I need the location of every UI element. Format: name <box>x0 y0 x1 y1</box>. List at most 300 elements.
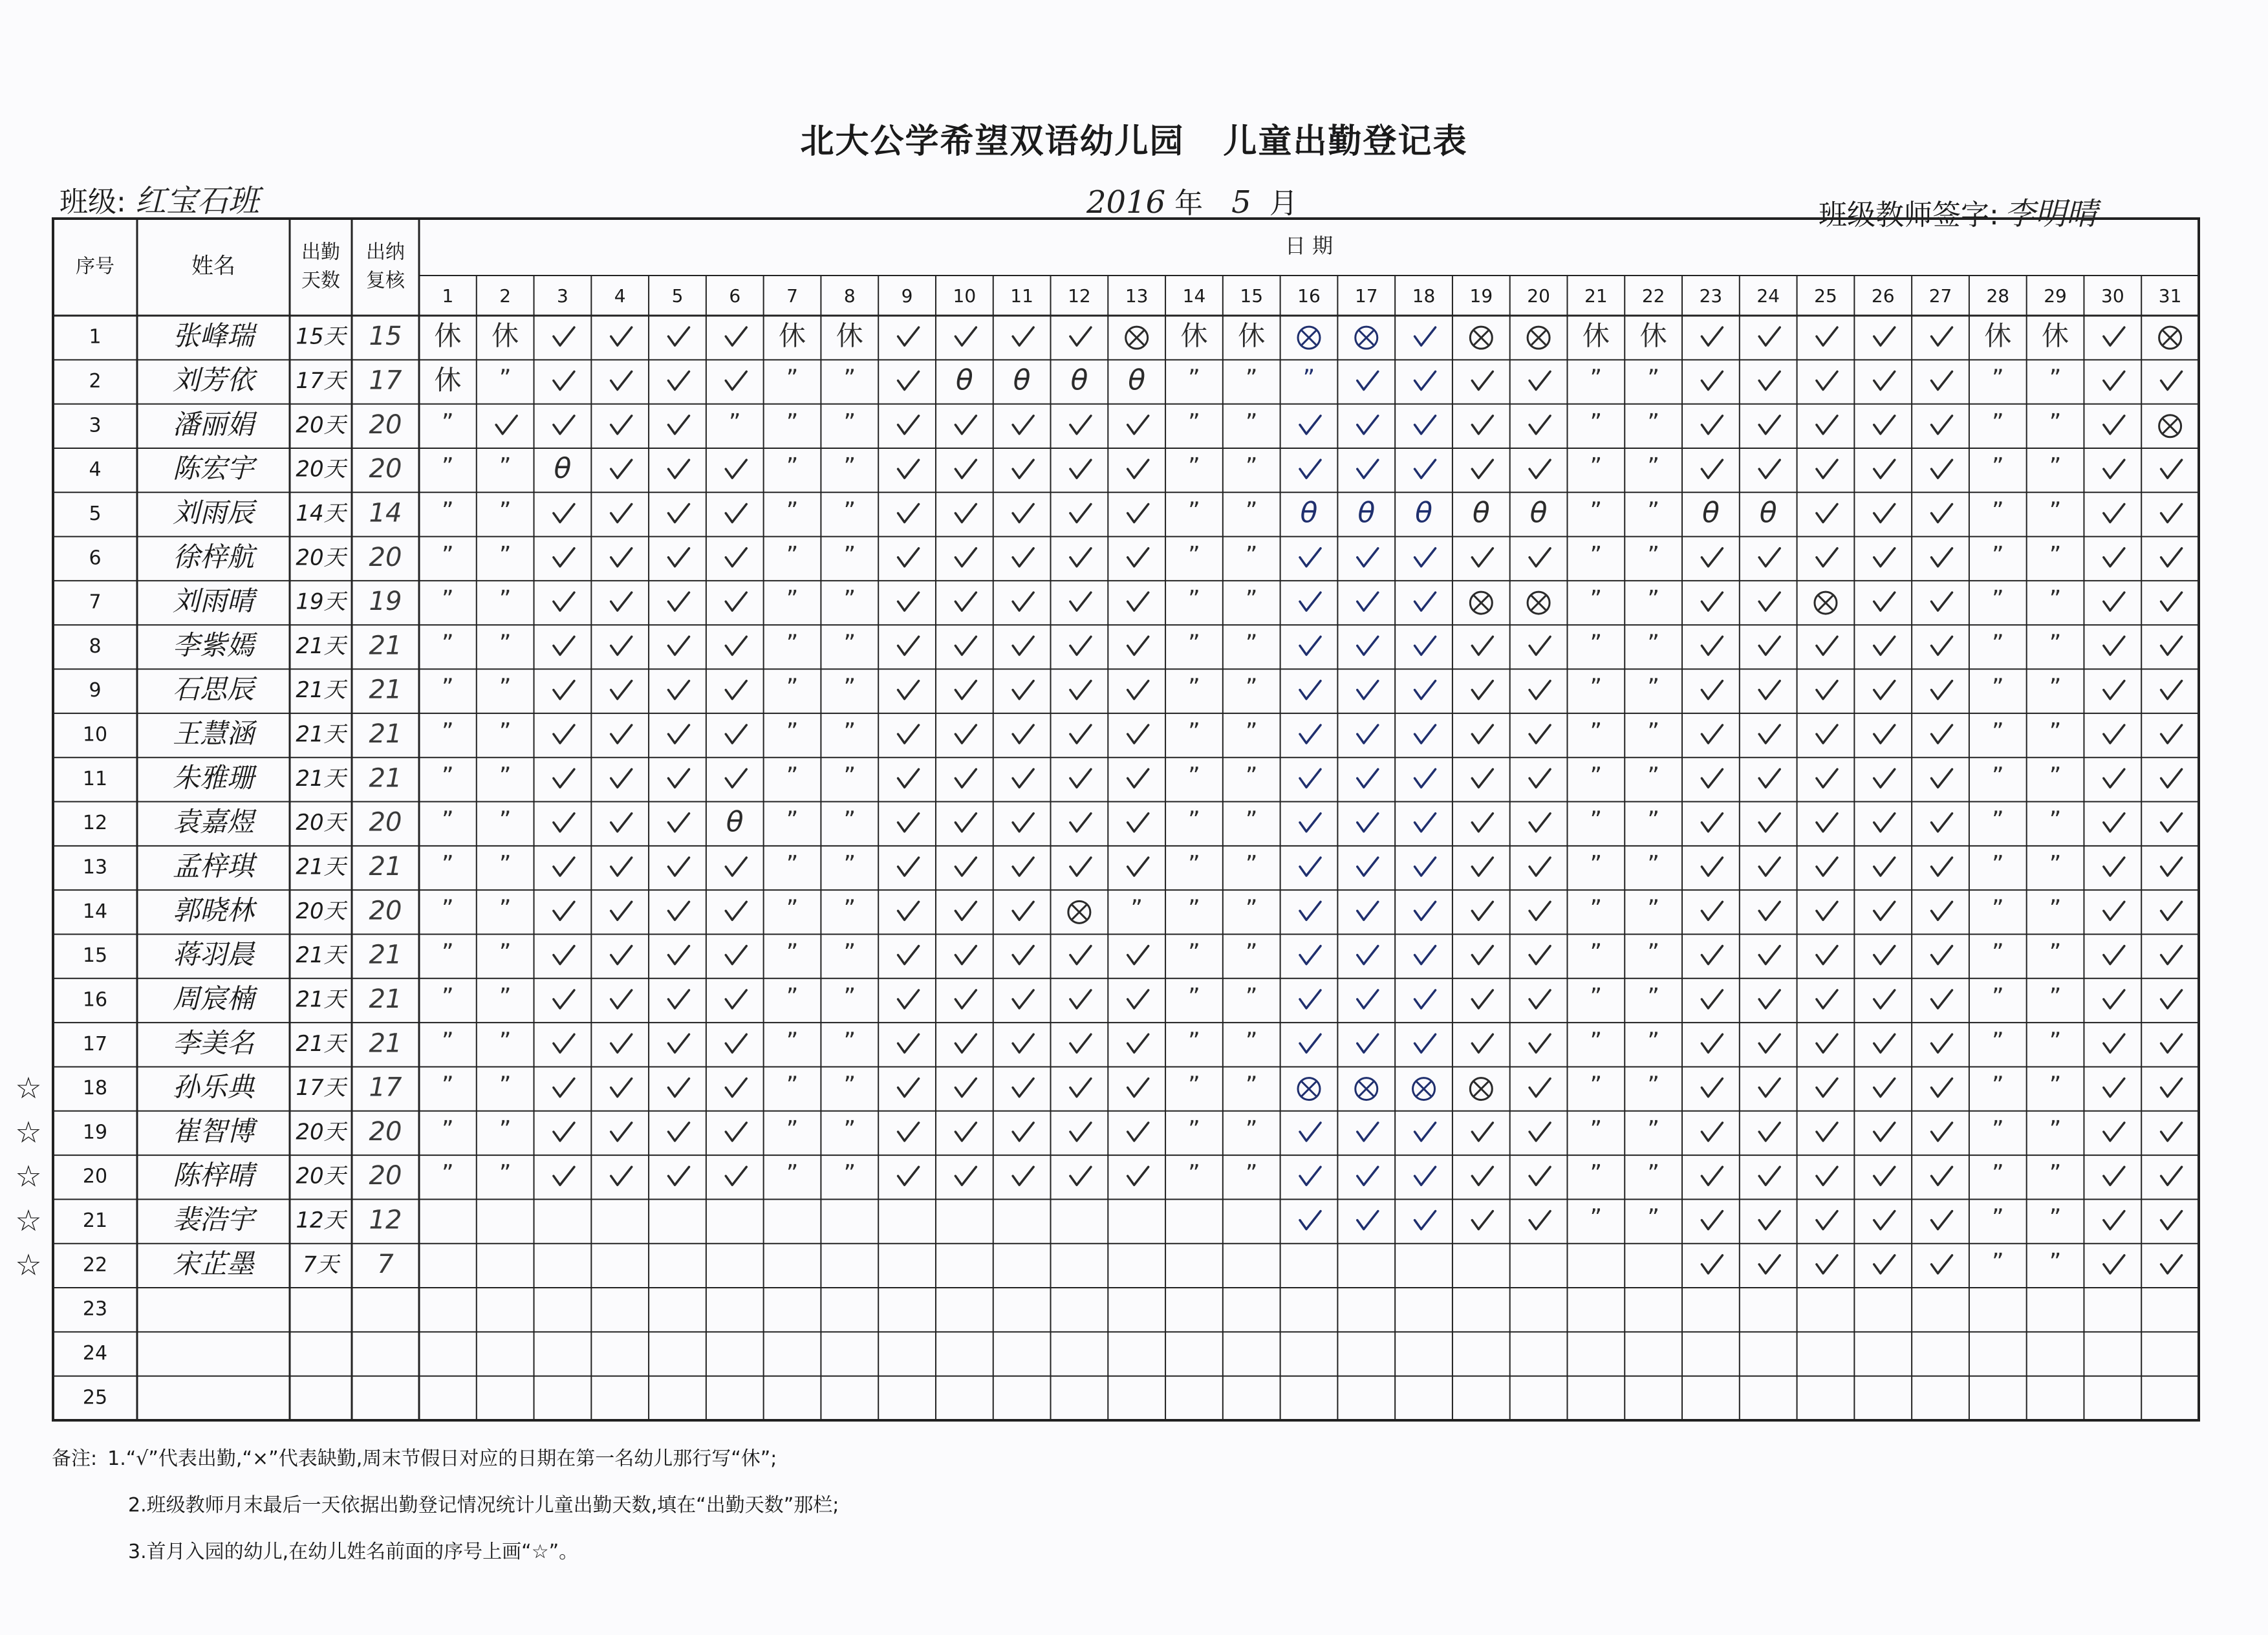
present-mark <box>1701 1167 1722 1185</box>
attendance-days: 21天 <box>296 765 346 792</box>
present-mark <box>611 636 632 655</box>
ditto-mark: ” <box>1590 453 1603 481</box>
date-number: 26 <box>1871 285 1895 307</box>
present-mark <box>726 592 746 611</box>
ditto-mark: ” <box>786 674 799 701</box>
present-mark <box>1759 327 1780 345</box>
present-mark <box>726 681 746 699</box>
ditto-mark: ” <box>786 719 799 746</box>
present-mark <box>1701 371 1722 389</box>
present-mark <box>1013 990 1033 1008</box>
present-mark <box>726 504 746 522</box>
row-seq: 16 <box>82 988 108 1012</box>
month-unit: 月 <box>1269 187 1298 220</box>
present-mark <box>1817 548 1837 567</box>
present-mark <box>668 814 689 832</box>
present-mark <box>554 636 574 655</box>
present-mark <box>1701 1255 1722 1273</box>
present-mark <box>955 416 976 434</box>
present-mark <box>668 1079 689 1097</box>
present-mark <box>1874 990 1895 1008</box>
ditto-mark: ” <box>843 453 856 481</box>
ditto-mark: ” <box>1647 939 1659 966</box>
present-mark <box>668 725 689 743</box>
present-mark <box>554 592 574 611</box>
present-mark <box>1415 814 1436 832</box>
present-mark <box>1932 548 1952 567</box>
ditto-mark: ” <box>2049 1116 2062 1143</box>
present-mark <box>1529 858 1550 876</box>
present-mark <box>668 1034 689 1052</box>
new-enrollment-star: ☆ <box>15 1247 42 1283</box>
ditto-mark: ” <box>1647 807 1659 834</box>
present-mark <box>1415 681 1436 699</box>
ditto-mark: ” <box>442 1072 454 1099</box>
present-mark <box>1529 946 1550 964</box>
ditto-mark: ” <box>1590 807 1603 834</box>
row-seq: 8 <box>89 634 102 658</box>
present-mark <box>2161 1167 2182 1185</box>
ditto-mark: ” <box>1991 1028 2004 1055</box>
ditto-mark: ” <box>1991 1204 2004 1231</box>
present-mark <box>668 902 689 920</box>
row-seq: 14 <box>82 900 108 923</box>
rest-mark: 休 <box>1639 319 1667 352</box>
absent-cross <box>1130 330 1144 345</box>
present-mark <box>1357 990 1378 1008</box>
present-mark <box>1874 504 1895 522</box>
header-review-line2: 复核 <box>366 269 405 292</box>
date-number: 3 <box>557 285 568 307</box>
date-number: 25 <box>1814 285 1837 307</box>
present-mark <box>1759 769 1780 787</box>
present-mark <box>898 1123 919 1141</box>
ditto-mark: ” <box>1647 1204 1659 1231</box>
ditto-mark: ” <box>1590 983 1603 1010</box>
present-mark <box>1013 946 1033 964</box>
attendance-days: 21天 <box>296 942 346 969</box>
review-count: 21 <box>369 852 402 882</box>
present-mark <box>611 858 632 876</box>
review-count: 21 <box>369 763 402 794</box>
row-seq: 10 <box>82 723 108 746</box>
present-mark <box>554 1123 574 1141</box>
ditto-mark: ” <box>1245 895 1258 922</box>
present-mark <box>955 990 976 1008</box>
present-mark <box>1759 416 1780 434</box>
present-mark <box>668 990 689 1008</box>
review-count: 7 <box>377 1249 394 1279</box>
present-mark <box>1874 1079 1895 1097</box>
rest-mark: 休 <box>779 319 806 352</box>
present-mark <box>1874 902 1895 920</box>
row-seq: 13 <box>82 856 108 879</box>
present-mark <box>2104 460 2124 478</box>
date-number: 8 <box>843 285 856 307</box>
present-mark <box>1759 858 1780 876</box>
present-mark <box>955 1034 976 1052</box>
ditto-mark: ” <box>442 453 454 481</box>
present-mark <box>1701 636 1722 655</box>
present-mark <box>1070 1034 1091 1052</box>
date-number: 9 <box>901 285 913 307</box>
present-mark <box>726 769 746 787</box>
sick-mark: θ <box>1128 363 1146 397</box>
present-mark <box>1300 990 1321 1008</box>
attendance-days: 7天 <box>303 1251 339 1278</box>
present-mark <box>1300 1211 1321 1229</box>
ditto-mark: ” <box>843 1116 856 1143</box>
present-mark <box>1357 902 1378 920</box>
present-mark <box>1932 371 1952 389</box>
ditto-mark: ” <box>843 763 856 790</box>
ditto-mark: ” <box>786 541 799 568</box>
present-mark <box>1817 990 1837 1008</box>
ditto-mark: ” <box>1590 1072 1603 1099</box>
rest-mark: 休 <box>836 319 863 352</box>
present-mark <box>1932 858 1952 876</box>
month-value: 5 <box>1231 184 1251 221</box>
present-mark <box>1128 1079 1149 1097</box>
date-number: 20 <box>1527 285 1550 307</box>
row-seq: 24 <box>82 1342 108 1365</box>
present-mark <box>2104 1079 2124 1097</box>
present-mark <box>611 327 632 345</box>
present-mark <box>554 902 574 920</box>
student-name: 王慧涵 <box>172 717 255 750</box>
date-number: 27 <box>1928 285 1952 307</box>
present-mark <box>1759 902 1780 920</box>
ditto-mark: ” <box>1991 1248 2004 1275</box>
ditto-mark: ” <box>843 983 856 1010</box>
ditto-mark: ” <box>1590 586 1603 613</box>
present-mark <box>1874 681 1895 699</box>
present-mark <box>554 327 574 345</box>
ditto-mark: ” <box>442 586 454 613</box>
ditto-mark: ” <box>1188 497 1200 525</box>
present-mark <box>1013 1167 1033 1185</box>
present-mark <box>611 504 632 522</box>
date-number: 21 <box>1584 285 1608 307</box>
ditto-mark: ” <box>1647 453 1659 481</box>
review-count: 20 <box>369 1116 402 1147</box>
ditto-mark: ” <box>442 1116 454 1143</box>
attendance-days: 21天 <box>296 854 346 880</box>
ditto-mark: ” <box>843 586 856 613</box>
present-mark <box>1472 814 1493 832</box>
present-mark <box>1529 636 1550 655</box>
ditto-mark: ” <box>1188 983 1200 1010</box>
present-mark <box>1415 725 1436 743</box>
present-mark <box>611 1123 632 1141</box>
present-mark <box>611 725 632 743</box>
ditto-mark: ” <box>2049 851 2062 878</box>
review-count: 17 <box>369 365 402 396</box>
present-mark <box>1070 504 1091 522</box>
present-mark <box>1701 1211 1722 1229</box>
present-mark <box>2104 814 2124 832</box>
row-seq: 1 <box>89 325 102 349</box>
present-mark <box>2104 681 2124 699</box>
row-seq: 18 <box>82 1077 108 1100</box>
class-value: 红宝石班 <box>135 183 259 219</box>
present-mark <box>2161 548 2182 567</box>
present-mark <box>1300 636 1321 655</box>
present-mark <box>554 681 574 699</box>
ditto-mark: ” <box>499 939 512 966</box>
present-mark <box>955 548 976 567</box>
present-mark <box>1874 1255 1895 1273</box>
present-mark <box>955 902 976 920</box>
sick-mark: θ <box>554 452 572 486</box>
present-mark <box>611 1079 632 1097</box>
attendance-days: 17天 <box>296 367 346 394</box>
present-mark <box>2104 1123 2124 1141</box>
ditto-mark: ” <box>843 541 856 568</box>
present-mark <box>1874 769 1895 787</box>
sick-mark: θ <box>1529 496 1548 530</box>
present-mark <box>1357 814 1378 832</box>
present-mark <box>1529 814 1550 832</box>
note-line-1 <box>52 1436 839 1482</box>
row-seq: 3 <box>89 414 102 437</box>
student-name: 朱雅珊 <box>172 761 255 794</box>
ditto-mark: ” <box>1188 719 1200 746</box>
present-mark <box>1932 681 1952 699</box>
ditto-mark: ” <box>786 807 799 834</box>
sick-mark: θ <box>1070 363 1088 397</box>
ditto-mark: ” <box>728 409 741 436</box>
student-name: 潘丽娟 <box>172 408 255 440</box>
attendance-days: 12天 <box>296 1207 346 1234</box>
present-mark <box>611 460 632 478</box>
ditto-mark: ” <box>786 409 799 436</box>
ditto-mark: ” <box>1991 763 2004 790</box>
row-seq: 23 <box>82 1297 108 1321</box>
ditto-mark: ” <box>786 763 799 790</box>
present-mark <box>554 769 574 787</box>
present-mark <box>955 681 976 699</box>
present-mark <box>898 1167 919 1185</box>
present-mark <box>1874 858 1895 876</box>
ditto-mark: ” <box>499 674 512 701</box>
present-mark <box>1759 1255 1780 1273</box>
review-count: 21 <box>369 719 402 750</box>
notes-label: 备注: <box>52 1447 98 1470</box>
present-mark <box>1932 1211 1952 1229</box>
ditto-mark: ” <box>786 1072 799 1099</box>
ditto-mark: ” <box>1245 1116 1258 1143</box>
present-mark <box>1300 592 1321 611</box>
present-mark <box>611 946 632 964</box>
ditto-mark: ” <box>1188 1072 1200 1099</box>
review-count: 20 <box>369 454 402 484</box>
present-mark <box>1932 636 1952 655</box>
absent-cross <box>1359 1082 1374 1096</box>
present-mark <box>2161 1255 2182 1273</box>
present-mark <box>1932 1079 1952 1097</box>
present-mark <box>1817 1167 1837 1185</box>
present-mark <box>1300 725 1321 743</box>
present-mark <box>1013 814 1033 832</box>
ditto-mark: ” <box>442 939 454 966</box>
present-mark <box>1759 1123 1780 1141</box>
present-mark <box>1415 769 1436 787</box>
present-mark <box>1300 946 1321 964</box>
present-mark <box>1472 902 1493 920</box>
present-mark <box>1874 636 1895 655</box>
present-mark <box>1529 1034 1550 1052</box>
present-mark <box>1932 814 1952 832</box>
present-mark <box>1701 990 1722 1008</box>
rest-mark: 休 <box>434 363 462 396</box>
present-mark <box>1070 1167 1091 1185</box>
present-mark <box>955 1079 976 1097</box>
ditto-mark: ” <box>1991 1072 2004 1099</box>
present-mark <box>1817 636 1837 655</box>
present-mark <box>496 416 517 434</box>
student-name: 刘雨晴 <box>172 585 255 617</box>
ditto-mark: ” <box>1647 851 1659 878</box>
present-mark <box>1701 1034 1722 1052</box>
present-mark <box>1817 725 1837 743</box>
present-mark <box>1128 725 1149 743</box>
ditto-mark: ” <box>786 1028 799 1055</box>
ditto-mark: ” <box>2049 895 2062 922</box>
date-number: 18 <box>1412 285 1436 307</box>
new-enrollment-star: ☆ <box>15 1158 42 1194</box>
present-mark <box>898 725 919 743</box>
present-mark <box>1759 460 1780 478</box>
rest-mark: 休 <box>1238 319 1266 352</box>
present-mark <box>1874 814 1895 832</box>
present-mark <box>2161 769 2182 787</box>
review-count: 20 <box>369 409 402 440</box>
ditto-mark: ” <box>843 895 856 922</box>
present-mark <box>1013 681 1033 699</box>
present-mark <box>611 681 632 699</box>
present-mark <box>898 504 919 522</box>
present-mark <box>554 990 574 1008</box>
rest-mark: 休 <box>1180 319 1208 352</box>
ditto-mark: ” <box>2049 763 2062 790</box>
present-mark <box>1874 416 1895 434</box>
present-mark <box>1128 946 1149 964</box>
present-mark <box>554 858 574 876</box>
student-name: 崔智博 <box>172 1115 255 1147</box>
present-mark <box>1472 946 1493 964</box>
attendance-days: 20天 <box>296 456 346 482</box>
present-mark <box>611 902 632 920</box>
attendance-days: 20天 <box>296 545 346 571</box>
present-mark <box>1013 416 1033 434</box>
present-mark <box>668 460 689 478</box>
present-mark <box>1013 769 1033 787</box>
present-mark <box>2161 592 2182 611</box>
ditto-mark: ” <box>2049 630 2062 657</box>
ditto-mark: ” <box>499 497 512 525</box>
present-mark <box>1817 1034 1837 1052</box>
note-item-3: 3.首月入园的幼儿,在幼儿姓名前面的序号上画“☆”。 <box>128 1541 579 1563</box>
present-mark <box>1357 1034 1378 1052</box>
present-mark <box>1070 460 1091 478</box>
review-count: 20 <box>369 542 402 572</box>
present-mark <box>1300 681 1321 699</box>
present-mark <box>726 636 746 655</box>
present-mark <box>2104 548 2124 567</box>
present-mark <box>1701 725 1722 743</box>
present-mark <box>1415 858 1436 876</box>
present-mark <box>554 1034 574 1052</box>
ditto-mark: ” <box>442 763 454 790</box>
ditto-mark: ” <box>1245 630 1258 657</box>
present-mark <box>1817 681 1837 699</box>
present-mark <box>1472 725 1493 743</box>
present-mark <box>1415 946 1436 964</box>
review-count: 14 <box>369 498 402 528</box>
present-mark <box>1529 460 1550 478</box>
ditto-mark: ” <box>843 719 856 746</box>
date-number: 5 <box>671 285 684 307</box>
present-mark <box>955 327 976 345</box>
date-number: 28 <box>1986 285 2010 307</box>
present-mark <box>1070 548 1091 567</box>
attendance-days: 21天 <box>296 986 346 1013</box>
present-mark <box>1817 460 1837 478</box>
ditto-mark: ” <box>1188 1028 1200 1055</box>
present-mark <box>1415 548 1436 567</box>
ditto-mark: ” <box>499 541 512 568</box>
ditto-mark: ” <box>786 630 799 657</box>
ditto-mark: ” <box>786 851 799 878</box>
sick-mark: θ <box>1759 496 1777 530</box>
header-date-group: 日 期 <box>1284 233 1334 258</box>
present-mark <box>726 990 746 1008</box>
present-mark <box>1070 636 1091 655</box>
present-mark <box>1874 946 1895 964</box>
ditto-mark: ” <box>2049 1204 2062 1231</box>
present-mark <box>2104 769 2124 787</box>
present-mark <box>1932 460 1952 478</box>
present-mark <box>1472 1211 1493 1229</box>
ditto-mark: ” <box>2049 453 2062 481</box>
present-mark <box>955 460 976 478</box>
ditto-mark: ” <box>2049 719 2062 746</box>
ditto-mark: ” <box>442 674 454 701</box>
present-mark <box>1013 902 1033 920</box>
present-mark <box>1472 548 1493 567</box>
ditto-mark: ” <box>843 497 856 525</box>
ditto-mark: ” <box>843 674 856 701</box>
sick-mark: θ <box>955 363 973 397</box>
ditto-mark: ” <box>2049 1160 2062 1187</box>
present-mark <box>1357 1123 1378 1141</box>
student-name: 张峰瑞 <box>172 319 255 352</box>
present-mark <box>668 548 689 567</box>
ditto-mark: ” <box>1188 851 1200 878</box>
date-number: 30 <box>2101 285 2124 307</box>
present-mark <box>955 858 976 876</box>
ditto-mark: ” <box>843 851 856 878</box>
present-mark <box>1472 1123 1493 1141</box>
attendance-days: 20天 <box>296 810 346 836</box>
absent-cross <box>1417 1082 1431 1096</box>
present-mark <box>1357 416 1378 434</box>
absent-cross <box>1474 330 1488 345</box>
present-mark <box>554 725 574 743</box>
ditto-mark: ” <box>442 851 454 878</box>
present-mark <box>668 1167 689 1185</box>
